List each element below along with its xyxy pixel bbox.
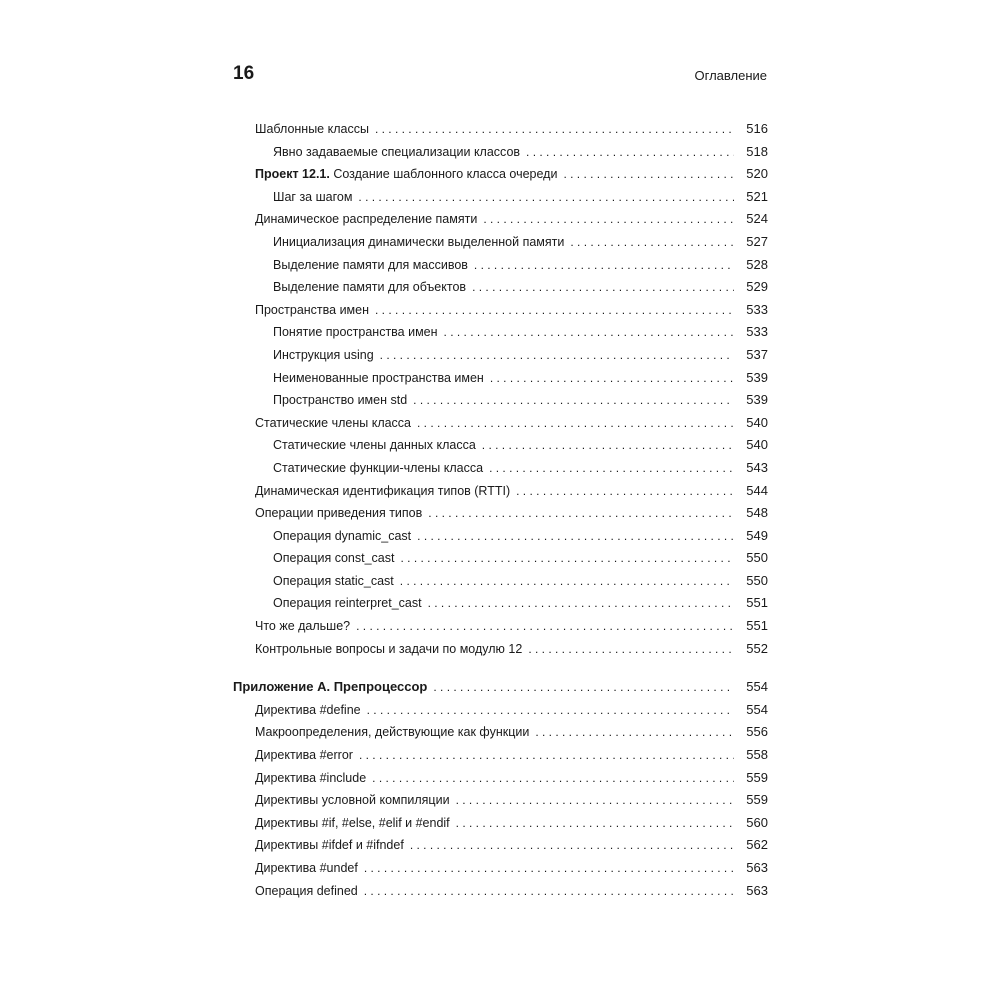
toc-entry-title	[273, 457, 483, 480]
toc-entry[interactable]	[233, 367, 768, 390]
toc-entry-page: 560	[746, 814, 768, 830]
dot-leader	[489, 457, 734, 480]
toc-entry-label: Создание шаблонного класса очереди	[329, 167, 558, 182]
toc-entry-title	[255, 638, 522, 661]
dot-leader	[417, 412, 734, 435]
toc-entry-page: 549	[746, 527, 768, 543]
toc-entry[interactable]	[233, 744, 768, 767]
dot-leader	[526, 141, 734, 164]
toc-entry-label: Шаг за шагом	[273, 189, 353, 204]
dot-leader	[400, 547, 734, 570]
dot-leader	[372, 767, 734, 790]
toc-entry-title	[255, 767, 366, 790]
toc-entry-title	[273, 525, 411, 548]
toc-entry-label: Директивы условной компиляции	[255, 793, 450, 808]
toc-entry-title	[273, 231, 564, 254]
toc-entry-page: 554	[746, 679, 768, 695]
toc-entry-title	[273, 186, 352, 209]
toc-entry-label: Инструкция using	[273, 347, 374, 362]
toc-entry-label: Операции приведения типов	[255, 506, 423, 521]
toc-entry-title	[273, 547, 394, 570]
toc-entry-page: 533	[746, 324, 768, 340]
toc-entry-title	[255, 789, 450, 812]
toc-entry[interactable]	[233, 299, 768, 322]
toc-entry-title	[255, 480, 510, 503]
toc-entry-page: 540	[746, 437, 768, 453]
toc-entry[interactable]	[233, 163, 768, 186]
toc-entry-page: 548	[746, 505, 768, 521]
toc-entry-label: Операция reinterpret_cast	[273, 596, 422, 611]
dot-leader	[444, 321, 734, 344]
toc-entry-title	[255, 857, 358, 880]
toc-entry-label: Директивы #if, #else, #elif и #endif	[255, 815, 450, 830]
toc-entry-prefix: Проект 12.1.	[255, 167, 330, 182]
toc-entry-label: Статические функции-члены класса	[273, 460, 484, 475]
dot-leader	[490, 367, 734, 390]
toc-entry-page: 539	[746, 392, 768, 408]
toc-entry-label: Статические члены данных класса	[273, 438, 476, 453]
toc-entry[interactable]	[233, 118, 768, 141]
dot-leader	[428, 502, 734, 525]
dot-leader	[428, 592, 734, 615]
dot-leader	[535, 721, 734, 744]
toc-entry-label: Динамическая идентификация типов (RTTI)	[255, 483, 511, 498]
toc-entry-label: Выделение памяти для объектов	[273, 280, 467, 295]
toc-entry-label: Операция defined	[255, 883, 358, 898]
toc-entry-title	[255, 834, 404, 857]
dot-leader	[359, 744, 734, 767]
toc-entry[interactable]	[233, 767, 768, 790]
toc-entry[interactable]	[233, 208, 768, 231]
toc-entry-label: Директива #include	[255, 770, 367, 785]
toc-entry[interactable]	[233, 254, 768, 277]
toc-entry-label: Статические члены класса	[255, 415, 412, 430]
toc-entry-title	[255, 744, 353, 767]
dot-leader	[417, 525, 734, 548]
toc-entry-label: Директива #define	[255, 702, 361, 717]
toc-entry[interactable]	[233, 676, 768, 699]
dot-leader	[364, 857, 734, 880]
toc-entry-label: Директива #error	[255, 748, 353, 763]
toc-entry-page: 559	[746, 769, 768, 785]
toc-entry[interactable]	[233, 857, 768, 880]
dot-leader	[364, 880, 734, 903]
toc-entry[interactable]	[233, 457, 768, 480]
dot-leader	[456, 789, 734, 812]
toc-entry-page: 558	[746, 747, 768, 763]
toc-entry-page: 528	[746, 256, 768, 272]
toc-entry-label: Макроопределения, действующие как функции	[255, 725, 530, 740]
toc-entry-title	[255, 208, 477, 231]
dot-leader	[410, 834, 734, 857]
toc-entry-title	[255, 699, 361, 722]
toc-entry-label: Явно задаваемые специализации классов	[273, 144, 521, 159]
toc-entry-page: 539	[746, 369, 768, 385]
toc-entry-page: 551	[746, 595, 768, 611]
page-number: 16	[233, 63, 255, 84]
toc-entry[interactable]	[233, 592, 768, 615]
toc-entry-page: 521	[746, 188, 768, 204]
toc-entry-title	[273, 141, 520, 164]
toc-entry-title	[273, 276, 466, 299]
dot-leader	[367, 699, 734, 722]
toc-entry-page: 550	[746, 550, 768, 566]
toc-entry-page: 562	[746, 837, 768, 853]
toc-entry-title	[273, 570, 394, 593]
dot-leader	[474, 254, 734, 277]
toc-entry[interactable]	[233, 434, 768, 457]
dot-leader	[375, 118, 734, 141]
toc-entry[interactable]	[233, 880, 768, 903]
toc-entry-page: 527	[746, 233, 768, 249]
dot-leader	[413, 389, 734, 412]
toc-entry-label: Неименованные пространства имен	[273, 370, 484, 385]
toc-entry-page: 563	[746, 860, 768, 875]
toc-entry-page: 550	[746, 572, 768, 588]
toc-entry-page: 529	[746, 279, 768, 295]
toc-entry-page: 552	[746, 640, 768, 656]
toc-entry[interactable]	[233, 141, 768, 164]
toc-entry-title	[255, 721, 529, 744]
toc-entry-label: Операция static_cast	[273, 573, 394, 588]
toc-entry[interactable]	[233, 412, 768, 435]
toc-entry-page: 544	[746, 482, 768, 498]
dot-leader	[482, 434, 734, 457]
toc-entry[interactable]	[233, 231, 768, 254]
toc-entry-title	[273, 254, 468, 277]
toc-entry-title	[273, 389, 407, 412]
toc-entry-title	[273, 321, 438, 344]
dot-leader	[472, 276, 734, 299]
toc-entry-title	[273, 367, 484, 390]
toc-entry[interactable]	[233, 547, 768, 570]
toc-entry[interactable]	[233, 615, 768, 638]
dot-leader	[456, 812, 734, 835]
toc-entry-page: 533	[746, 301, 768, 317]
dot-leader	[570, 231, 734, 254]
toc-entry-label: Директивы #ifdef и #ifndef	[255, 838, 404, 853]
toc-entry-title	[255, 615, 350, 638]
toc-entry[interactable]	[233, 525, 768, 548]
toc-entry-label: Операция const_cast	[273, 551, 395, 566]
dot-leader	[358, 186, 734, 209]
toc-entry[interactable]	[233, 812, 768, 835]
toc-entry-title	[255, 502, 422, 525]
dot-leader	[483, 208, 734, 231]
toc-entry-label: Выделение памяти для массивов	[273, 257, 468, 272]
toc-entry[interactable]	[233, 276, 768, 299]
table-of-contents	[233, 118, 768, 902]
toc-entry[interactable]	[233, 480, 768, 503]
toc-entry-title	[255, 812, 450, 835]
toc-entry-label: Пространства имен	[255, 302, 370, 317]
toc-entry[interactable]	[233, 638, 768, 661]
toc-entry-label: Понятие пространства имен	[273, 325, 438, 340]
toc-entry[interactable]	[233, 699, 768, 722]
dot-leader	[516, 480, 734, 503]
toc-entry-title	[255, 412, 411, 435]
toc-entry-label: Пространство имен std	[273, 393, 408, 408]
dot-leader	[356, 615, 734, 638]
toc-entry[interactable]	[233, 321, 768, 344]
toc-entry-label: Инициализация динамически выделенной памяти	[273, 234, 565, 249]
toc-entry-page: 543	[746, 459, 768, 475]
toc-entry-label: Операция dynamic_cast	[273, 528, 412, 543]
dot-leader	[563, 163, 734, 186]
toc-entry-label: Директива #undef	[255, 861, 358, 875]
dot-leader	[433, 676, 734, 699]
dot-leader	[528, 638, 734, 661]
toc-entry-page: 518	[746, 143, 768, 159]
toc-entry[interactable]	[233, 344, 768, 367]
toc-entry-label: Динамическое распределение памяти	[255, 212, 478, 227]
toc-entry[interactable]	[233, 570, 768, 593]
toc-entry-label: Контрольные вопросы и задачи по модулю 12	[255, 641, 523, 656]
toc-entry[interactable]	[233, 502, 768, 525]
toc-entry-title	[255, 880, 358, 903]
toc-entry-page: 540	[746, 414, 768, 430]
toc-entry[interactable]	[233, 789, 768, 812]
toc-entry-page: 520	[746, 166, 768, 182]
toc-entry-page: 556	[746, 724, 768, 740]
dot-leader	[380, 344, 734, 367]
toc-entry-title	[273, 592, 422, 615]
toc-entry-page: 524	[746, 211, 768, 227]
toc-entry-title	[273, 344, 374, 367]
dot-leader	[400, 570, 734, 593]
toc-entry-title	[255, 299, 369, 322]
toc-entry-page: 551	[746, 618, 768, 634]
dot-leader	[375, 299, 734, 322]
toc-entry-label: Шаблонные классы	[255, 122, 369, 136]
toc-entry[interactable]	[233, 186, 768, 209]
toc-entry-page: 563	[746, 882, 768, 898]
toc-entry-title	[233, 676, 427, 699]
toc-entry-title	[255, 163, 557, 186]
running-head: Оглавление	[694, 68, 767, 83]
toc-entry-title	[255, 118, 369, 141]
toc-entry-page: 554	[746, 701, 768, 717]
toc-entry-title	[273, 434, 476, 457]
toc-entry-page: 537	[746, 346, 768, 362]
toc-entry-label: Приложение А. Препроцессор	[233, 679, 428, 695]
toc-entry-page: 516	[746, 121, 768, 136]
toc-entry[interactable]	[233, 721, 768, 744]
toc-entry-page: 559	[746, 792, 768, 808]
toc-entry[interactable]	[233, 389, 768, 412]
toc-entry[interactable]	[233, 834, 768, 857]
toc-entry-label: Что же дальше?	[255, 619, 351, 634]
